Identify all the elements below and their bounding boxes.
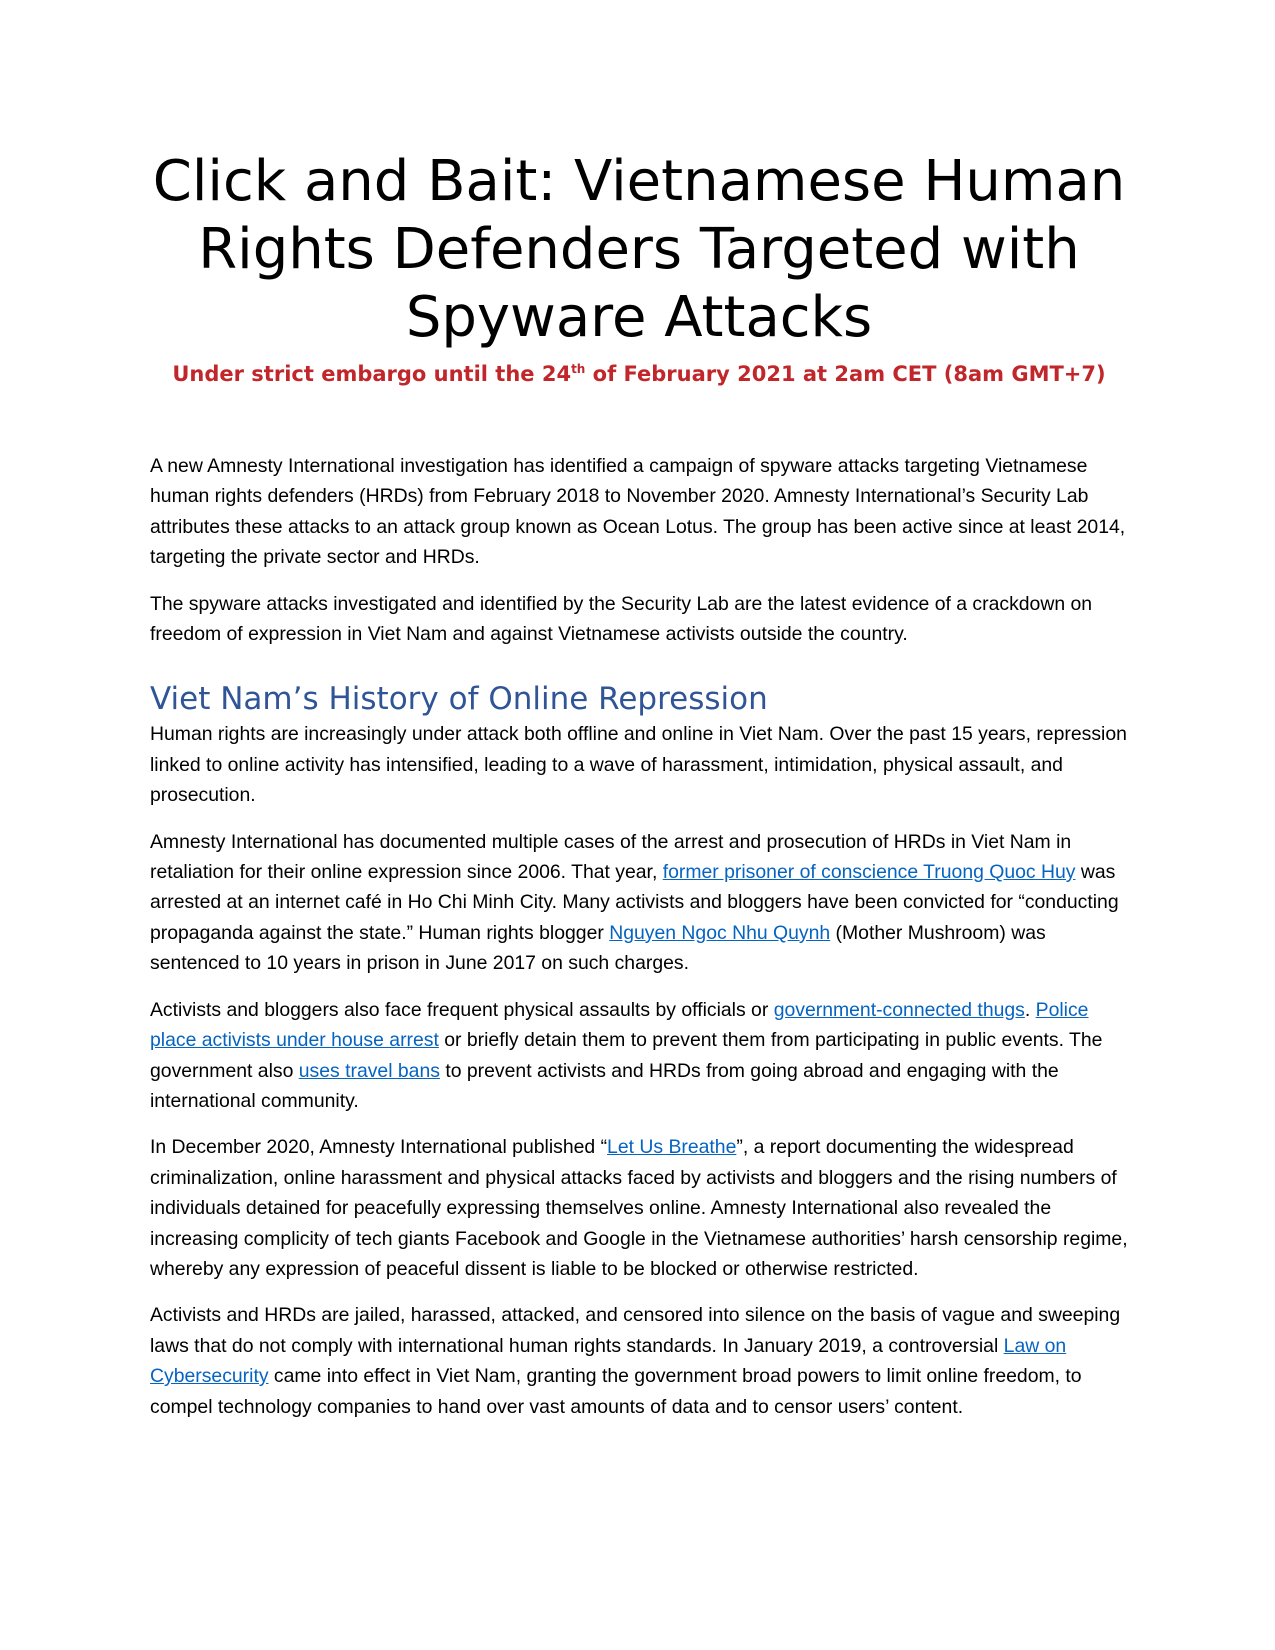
paragraph-arrests-text-2: was arrested at an internet café in Ho Chi Minh City. Many activists and bloggers have been convicted for “conducting propaganda against the state.” Human rights blogger <box>150 861 1119 944</box>
paragraph-repression: Human rights are increasingly under attack both offline and online in Viet Nam. Over the past 15 years, repression linked to online activity has intensified, leading to a wave of harassment, intimidation, physical assault, and prosecution. <box>150 723 1127 807</box>
link-travel-bans[interactable]: uses travel bans <box>298 1059 440 1082</box>
paragraph-cybersecurity <box>150 1300 1128 1422</box>
paragraph-assaults-text-1: Activists and bloggers also face frequent physical assaults by officials or <box>150 998 774 1021</box>
link-law-on-cybersecurity[interactable]: Law on Cybersecurity <box>150 1334 1067 1388</box>
link-truong-quoc-huy[interactable]: former prisoner of conscience Truong Quoc Huy <box>662 861 1076 884</box>
paragraph-report-text-1: In December 2020, Amnesty International published “ <box>150 1136 608 1159</box>
embargo-text-end: of February 2021 at 2am CET (8am GMT+7) <box>585 362 1106 386</box>
document-title: Click and Bait: Vietnamese Human Rights Defenders Targeted with Spyware Attacks <box>152 149 1126 350</box>
paragraph-cyber-text-1: Activists and HRDs are jailed, harassed, attacked, and censored into silence on the basis of vague and sweeping laws that do not comply with international human rights standards. In January 2019, a controversial <box>150 1304 1121 1357</box>
embargo-text-start: Under strict embargo until the 24 <box>172 362 572 386</box>
paragraph-arrests-text-3: (Mother Mushroom) was sentenced to 10 years in prison in June 2017 on such charges. <box>150 921 1046 975</box>
section-heading: Viet Nam’s History of Online Repression <box>150 681 768 718</box>
link-house-arrest[interactable]: Police place activists under house arrest <box>150 998 1089 1052</box>
paragraph-assaults-text-2: . <box>1024 998 1036 1021</box>
paragraph-intro: A new Amnesty International investigation has identified a campaign of spyware attacks targeting Vietnamese human rights defenders (HRDs) from February 2018 to November 2020. Amnesty International’s Security Lab attributes these attacks to an attack group known as Ocean Lotus. The group has been active since at least 2014, targeting the private sector and HRDs. <box>150 455 1126 569</box>
paragraph-cyber-text-2: came into effect in Viet Nam, granting the government broad powers to limit online freedom, to compel technology companies to hand over vast amounts of data and to censor users’ content. <box>150 1365 1082 1418</box>
link-nguyen-ngoc-nhu-quynh[interactable]: Nguyen Ngoc Nhu Quynh <box>609 921 831 944</box>
document-content <box>150 148 1128 1438</box>
embargo-notice <box>150 360 1128 389</box>
paragraph-assaults <box>150 995 1128 1117</box>
link-government-connected-thugs[interactable]: government-connected thugs <box>773 998 1025 1021</box>
paragraph-arrests <box>150 827 1128 979</box>
paragraph-security-lab: The spyware attacks investigated and identified by the Security Lab are the latest evidence of a crackdown on freedom of expression in Viet Nam and against Vietnamese activists outside the country. <box>150 592 1093 646</box>
link-let-us-breathe[interactable]: Let Us Breathe <box>607 1136 737 1159</box>
embargo-superscript: th <box>571 362 586 376</box>
paragraph-let-us-breathe <box>150 1132 1128 1284</box>
paragraph-assaults-text-4: to prevent activists and HRDs from going abroad and engaging with the international community. <box>150 1059 1059 1112</box>
paragraph-report-text-2: ”, a report documenting the widespread criminalization, online harassment and physical attacks faced by activists and bloggers and the rising numbers of individuals detained for peacefully expressing themselves online. Amnesty International also revealed the increasing complicity of tech giants Facebook and Google in the Vietnamese authorities’ harsh censorship regime, whereby any expression of peaceful dissent is liable to be blocked or otherwise restricted. <box>150 1136 1128 1280</box>
paragraph-assaults-text-3: or briefly detain them to prevent them from participating in public events. The government also <box>150 1029 1103 1082</box>
paragraph-arrests-text-1: Amnesty International has documented multiple cases of the arrest and prosecution of HRDs in Viet Nam in retaliation for their online expression since 2006. That year, <box>150 830 1072 884</box>
